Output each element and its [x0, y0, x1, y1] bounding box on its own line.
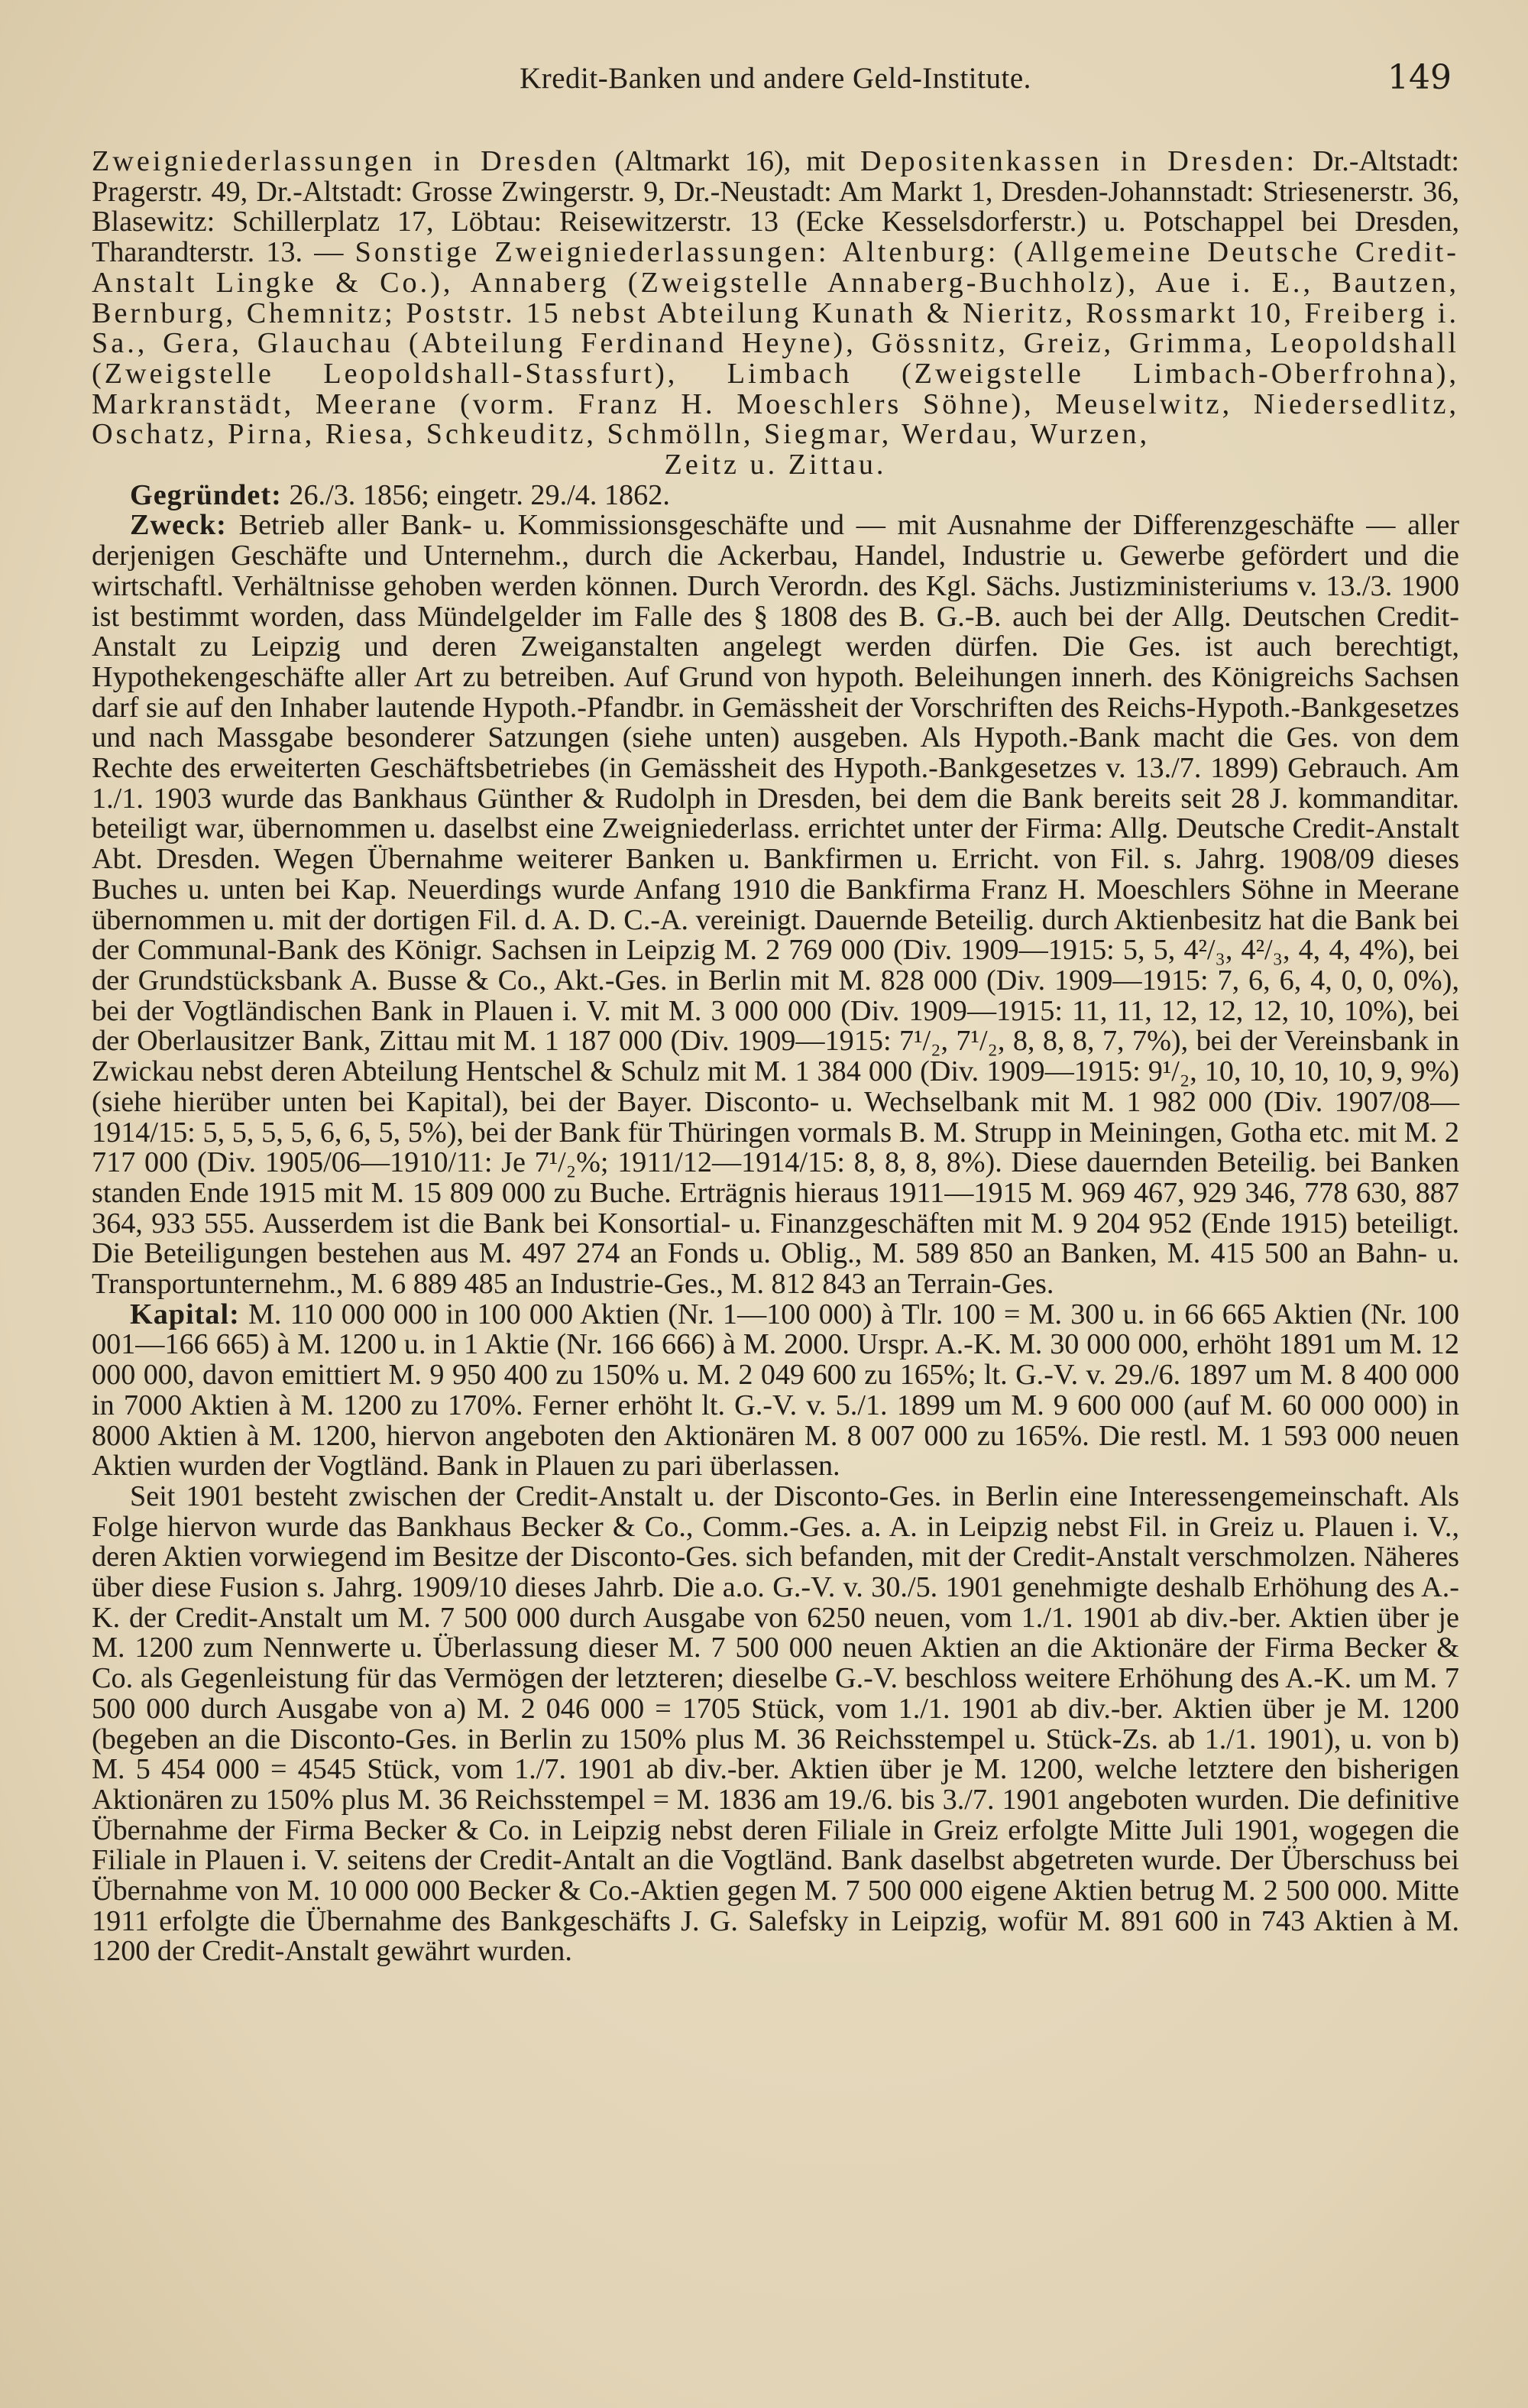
purpose-label: Zweck: — [130, 509, 227, 542]
depositenkassen-label: Depositenkassen in Dresden: — [860, 145, 1298, 177]
founded-text: 26./3. 1856; eingetr. 29./4. 1862. — [281, 478, 670, 511]
capital-label: Kapital: — [130, 1298, 240, 1330]
branches-dresden-text: (Altmarkt 16), mit — [599, 145, 861, 177]
page-number: 149 — [1387, 58, 1452, 97]
branches-last-line: Zeitz u. Zittau. — [664, 449, 887, 481]
branches-dresden-label: Zweigniederlassungen in Dresden — [92, 145, 600, 177]
purpose-text: Betrieb aller Bank- u. Kommissionsgeschäfte und — mit Ausnahme der Differenzgeschäfte — aller derjenigen Geschäfte und Unternehm., durch die Ackerbau, Handel, Industrie u. Gewerbe gefördert und die wirtschaftl. Verhältnisse gehoben werden können. Durch Verordn. des Kgl. Sächs. Justizministeriums v. 13./3. 1900 ist bestimmt worden, dass Mündelgelder im Falle des § 1808 des B. G.-B. auch bei der Allg. Deutschen Credit-Anstalt zu Leipzig und deren Zweiganstalten angelegt werden dürfen. Die Ges. ist auch berechtigt, Hypothekengeschäfte aller Art zu betreiben. Auf Grund von hypoth. Beleihungen innerh. des Königreichs Sachsen darf sie auf den Inhaber lautende Hypoth.-Pfandbr. in Gemässheit der Vorschriften des Reichs-Hypoth.-Bankgesetzes und nach Massgabe besonderer Satzungen (siehe unten) ausgeben. Als Hypoth.-Bank macht die Ges. von dem Rechte des erweiterten Geschäftsbetriebes (in Gemässheit des Hypoth.-Bankgesetzes v. 13./7. 1899) Gebrauch. Am 1./1. 1903 wurde das Bankhaus Günther & Rudolph in Dresden, bei dem die Bank bereits seit 28 J. kommanditar. beteiligt war, übernommen u. daselbst eine Zweigniederlass. errichtet unter der Firma: Allg. Deutsche Credit-Anstalt Abt. Dresden. Wegen Übernahme weiterer Banken u. Bankfirmen u. Erricht. von Fil. s. Jahrg. 1908/09 dieses Buches u. unten bei Kap. Neuerdings wurde Anfang 1910 die Bankfirma Franz H. Moeschlers Söhne in Meerane übernommen u. mit der dortigen Fil. d. A. D. C.-A. vereinigt. Dauernde Beteilig. durch Aktienbesitz hat die Bank bei der Communal-Bank des Königr. Sachsen in Leipzig M. 2 769 000 (Div. 1909—1915: 5, 5, 4²/₃, 4²/₃, 4, 4, 4%), bei der Grundstücksbank A. Busse & Co., Akt.-Ges. in Berlin mit M. 828 000 (Div. 1909—1915: 7, 6, 6, 4, 0, 0, 0%), bei der Vogtländischen Bank in Plauen i. V. mit M. 3 000 000 (Div. 1909—1915: 11, 11, 12, 12, 12, 10, 10%), bei der Oberlausitzer Bank, Zittau mit M. 1 187 000 (Div. 1909—1915: 7¹/₂, 7¹/₂, 8, 8, 8, 7, 7%), bei der Vereinsbank in Zwickau nebst deren Abteilung Hentschel & Schulz mit M. 1 384 000 (Div. 1909—1915: 9¹/₂, 10, 10, 10, 10, 9, 9%) (siehe hierüber unten bei Kapital), bei der Bayer. Disconto- u. Wechselbank mit M. 1 982 000 (Div. 1907/08—1914/15: 5, 5, 5, 5, 6, 6, 5, 5%), bei der Bank für Thüringen vormals B. M. Strupp in Meiningen, Gotha etc. mit M. 2 717 000 (Div. 1905/06—1910/11: Je 7¹/₂%; 1911/12—1914/15: 8, 8, 8, 8%). Diese dauernden Beteilig. bei Banken standen Ende 1915 mit M. 15 809 000 zu Buche. Erträgnis hieraus 1911—1915 M. 969 467, 929 346, 778 630, 887 364, 933 555. Ausserdem ist die Bank bei Konsortial- u. Finanzgeschäften mit M. 9 204 952 (Ende 1915) beteiligt. Die Beteiligungen bestehen aus M. 497 274 an Fonds u. Oblig., M. 589 850 an Banken, M. 415 500 an Bahn- u. Transportunternehm., M. 6 889 485 an Industrie-Ges., M. 812 843 an Terrain-Ges. — [92, 509, 1459, 1301]
capital-text: M. 110 000 000 in 100 000 Aktien (Nr. 1—100 000) à Tlr. 100 = M. 300 u. in 66 665 Aktien (Nr. 100 001—166 665) à M. 1200 u. in 1 Aktie (Nr. 166 666) à M. 2000. Urspr. A.-K. M. 30 000 000, erhöht 1891 um M. 12 000 000, davon emittiert M. 9 950 400 zu 150% u. M. 2 049 600 zu 165%; lt. G.-V. v. 29./6. 1897 um M. 8 400 000 in 7000 Aktien à M. 1200 zu 170%. Ferner erhöht lt. G.-V. v. 5./1. 1899 um M. 9 600 000 (auf M. 60 000 000) in 8000 Aktien à M. 1200, hiervon angeboten den Aktionären M. 8 007 000 zu 165%. Die restl. M. 1 593 000 neuen Aktien wurden der Vogtländ. Bank in Plauen zu pari überlassen. — [92, 1298, 1459, 1483]
branches-paragraph — [92, 147, 1459, 450]
purpose-paragraph — [92, 510, 1459, 1299]
running-title: Kredit-Banken und andere Geld-Institute. — [520, 62, 1031, 95]
capital-paragraph-2: Seit 1901 besteht zwischen der Credit-Anstalt u. der Disconto-Ges. in Berlin eine Interessengemeinschaft. Als Folge hiervon wurde das Bankhaus Becker & Co., Comm.-Ges. a. A. in Leipzig nebst Fil. in Greiz u. Plauen i. V., deren Aktien vorwiegend im Besitze der Disconto-Ges. sich befanden, mit der Credit-Anstalt verschmolzen. Näheres über diese Fusion s. Jahrg. 1909/10 dieses Jahrb. Die a.o. G.-V. v. 30./5. 1901 genehmigte deshalb Erhöhung des A.-K. der Credit-Anstalt um M. 7 500 000 durch Ausgabe von 6250 neuen, vom 1./1. 1901 ab div.-ber. Aktien über je M. 1200 zum Nennwerte u. Überlassung dieser M. 7 500 000 neuen Aktien an die Aktionäre der Firma Becker & Co. als Gegenleistung für das Vermögen der letzteren; dieselbe G.-V. beschloss weitere Erhöhung des A.-K. um M. 7 500 000 durch Ausgabe von a) M. 2 046 000 = 1705 Stück, vom 1./1. 1901 ab div.-ber. Aktien über je M. 1200 (begeben an die Disconto-Ges. in Berlin zu 150% plus M. 36 Reichsstempel u. Stück-Zs. ab 1./1. 1901), u. von b) M. 5 454 000 = 4545 Stück, vom 1./7. 1901 ab div.-ber. Aktien über je M. 1200, welche letztere den bisherigen Aktionären zu 150% plus M. 36 Reichsstempel = M. 1836 am 19./6. bis 3./7. 1901 angeboten wurden. Die definitive Übernahme der Firma Becker & Co. in Leipzig nebst deren Filiale in Greiz erfolgte Mitte Juli 1901, wogegen die Filiale in Plauen i. V. seitens der Credit-Antalt an die Vogtländ. Bank daselbst abgetreten wurde. Der Überschuss bei Übernahme von M. 10 000 000 Becker & Co.-Aktien gegen M. 7 500 000 eigene Aktien betrug M. 2 500 000. Mitte 1911 erfolgte die Übernahme des Bankgeschäfts J. G. Salefsky in Leipzig, wofür M. 891 600 in 743 Aktien à M. 1200 der Credit-Anstalt gewährt wurden. — [92, 1479, 1459, 1968]
page-header — [92, 58, 1459, 115]
founded-paragraph — [92, 478, 1459, 511]
article-body — [92, 147, 1459, 1967]
capital-paragraph — [92, 1300, 1459, 1482]
founded-label: Gegründet: — [130, 478, 282, 511]
sonstige-label: Sonstige Zweigniederlassungen: — [354, 236, 830, 269]
dresden-branch-list: Dr.-Altstadt: Pragerstr. 49, Dr.-Altstadt: Grosse Zwingerstr. 9, Dr.-Neustadt: Am Markt 1, Dresden-Johannstadt: Striesenerstr. 36, Blasewitz: Schillerplatz 17, Löbtau: Reisewitzerstr. 13 (Ecke Kesselsdorferstr.) u. Potschappel bei Dresden, Tharandterstr. 13. — — [92, 145, 1459, 269]
sonstige-list: Altenburg: (Allgemeine Deutsche Credit-Anstalt Lingke & Co.), Annaberg (Zweigstelle Annaberg-Buchholz), Aue i. E., Bautzen, Bernburg, Chemnitz; Poststr. 15 nebst Abteilung Kunath & Nieritz, Rossmarkt 10, Freiberg i. Sa., Gera, Glauchau (Abteilung Ferdinand Heyne), Gössnitz, Greiz, Grimma, Leopoldshall (Zweigstelle Leopoldshall-Stassfurt), Limbach (Zweigstelle Limbach-Oberfrohna), Markranstädt, Meerane (vorm. Franz H. Moeschlers Söhne), Meuselwitz, Niedersedlitz, Oschatz, Pirna, Riesa, Schkeuditz, Schmölln, Siegmar, Werdau, Wurzen, — [92, 236, 1459, 451]
